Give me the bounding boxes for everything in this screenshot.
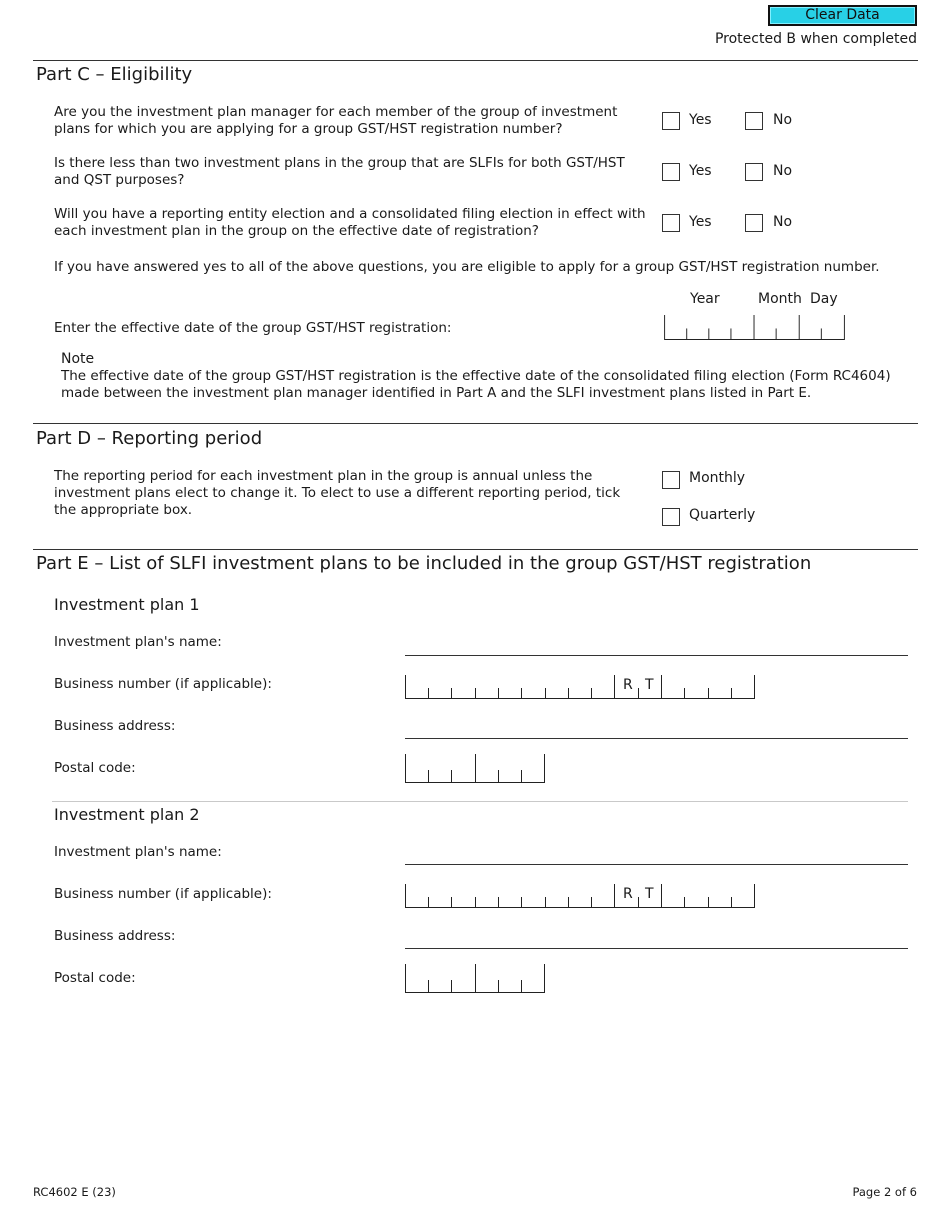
monthly-label: Monthly	[689, 470, 746, 486]
q3-no-checkbox[interactable]	[745, 214, 763, 232]
plan-2-name-label: Investment plan's name:	[54, 844, 222, 860]
plan-1-name-input[interactable]	[405, 655, 908, 656]
quarterly-label: Quarterly	[689, 507, 756, 523]
plan-1-address-input[interactable]	[405, 738, 908, 739]
part-d-title: Part D – Reporting period	[36, 428, 263, 449]
plan-1-postal-label: Postal code:	[54, 760, 136, 776]
page-number: Page 2 of 6	[852, 1185, 917, 1199]
protected-notice: Protected B when completed	[714, 31, 917, 47]
plan-1-address-label: Business address:	[54, 718, 176, 734]
eligibility-statement: If you have answered yes to all of the above questions, you are eligible to apply for a group GST/HST registration number.	[54, 259, 880, 275]
date-prompt: Enter the effective date of the group GST/HST registration:	[54, 320, 452, 336]
plan-2-postal-code-input[interactable]	[405, 964, 546, 993]
note-body: The effective date of the group GST/HST registration is the effective date of the consolidated filing election (Form RC4604) made between the investment plan manager identified in Part A and the SLFI investment plans listed in Part E.	[61, 368, 891, 401]
plan-1-rt-t: T	[645, 677, 654, 693]
plan-2-bn-label: Business number (if applicable):	[54, 886, 272, 902]
q1-no-checkbox[interactable]	[745, 112, 763, 130]
plan-2-name-input[interactable]	[405, 864, 908, 865]
form-identifier: RC4602 E (23)	[33, 1185, 116, 1199]
q2-no-label: No	[773, 163, 793, 179]
q1-yes-checkbox[interactable]	[662, 112, 680, 130]
plan-2-rt-t: T	[645, 886, 654, 902]
date-month-label: Month	[758, 291, 802, 307]
plan-divider	[52, 801, 908, 802]
quarterly-checkbox[interactable]	[662, 508, 680, 526]
q1-yes-label: Yes	[689, 112, 712, 128]
effective-date-input[interactable]	[661, 315, 848, 340]
plan-1-title: Investment plan 1	[54, 595, 200, 614]
plan-2-business-number-input[interactable]	[405, 884, 756, 908]
part-c-title: Part C – Eligibility	[36, 64, 193, 85]
clear-data-button[interactable]: Clear Data	[768, 5, 917, 26]
divider	[33, 423, 918, 424]
plan-2-address-label: Business address:	[54, 928, 176, 944]
q2-yes-label: Yes	[689, 163, 712, 179]
plan-1-rt-r: R	[623, 677, 633, 693]
q3-no-label: No	[773, 214, 793, 230]
divider	[33, 60, 918, 61]
q3-yes-checkbox[interactable]	[662, 214, 680, 232]
plan-1-bn-label: Business number (if applicable):	[54, 676, 272, 692]
monthly-checkbox[interactable]	[662, 471, 680, 489]
date-year-label: Year	[690, 291, 720, 307]
plan-2-title: Investment plan 2	[54, 805, 200, 824]
q3-yes-label: Yes	[689, 214, 712, 230]
plan-2-rt-r: R	[623, 886, 633, 902]
plan-1-name-label: Investment plan's name:	[54, 634, 222, 650]
q2-no-checkbox[interactable]	[745, 163, 763, 181]
question-1: Are you the investment plan manager for each member of the group of investment plans for which you are applying for a group GST/HST registration number?	[54, 104, 618, 137]
note-title: Note	[61, 351, 95, 367]
plan-1-business-number-input[interactable]	[405, 675, 756, 699]
divider	[33, 549, 918, 550]
question-2: Is there less than two investment plans in the group that are SLFIs for both GST/HST and QST purposes?	[54, 155, 625, 188]
reporting-period-text: The reporting period for each investment plan in the group is annual unless the investment plans elect to change it. To elect to use a different reporting period, tick the appropriate box.	[54, 468, 621, 518]
part-e-title: Part E – List of SLFI investment plans to be included in the group GST/HST registration	[36, 553, 812, 574]
plan-2-postal-label: Postal code:	[54, 970, 136, 986]
q1-no-label: No	[773, 112, 793, 128]
question-3: Will you have a reporting entity election and a consolidated filing election in effect with each investment plan in the group on the effective date of registration?	[54, 206, 646, 239]
date-day-label: Day	[810, 291, 838, 307]
plan-1-postal-code-input[interactable]	[405, 754, 546, 783]
q2-yes-checkbox[interactable]	[662, 163, 680, 181]
plan-2-address-input[interactable]	[405, 948, 908, 949]
